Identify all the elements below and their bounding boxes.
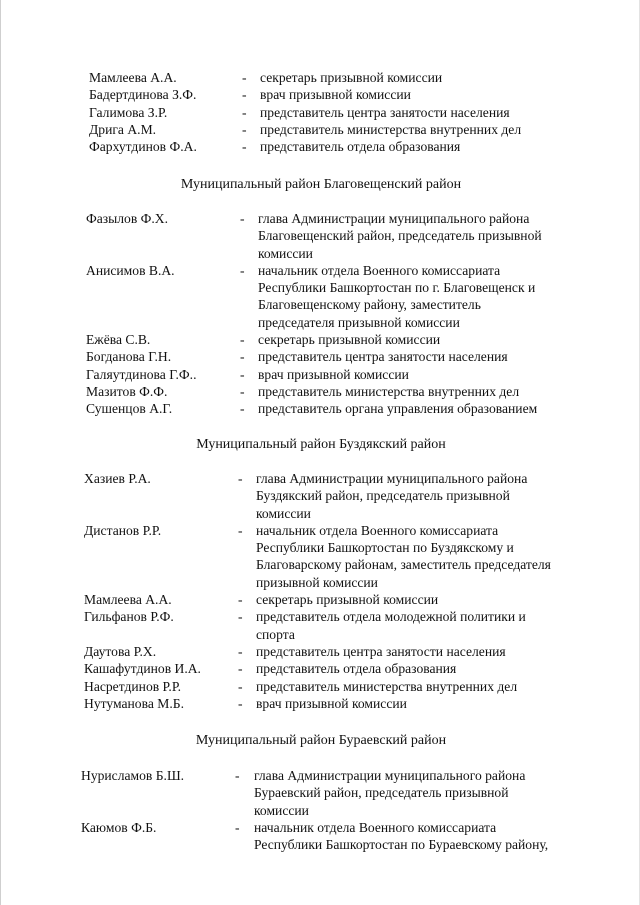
member-entry [1,643,640,660]
dash: - [238,643,243,659]
member-entry [1,210,640,262]
dash: - [242,139,247,155]
member-entry [1,660,640,677]
member-name: Сушенцов А.Г. [86,401,173,417]
commission-members-continued [1,69,640,155]
member-role: глава Администрации муниципального района Бураевский район, председатель призывной комиссии [254,768,526,818]
member-role: представитель отдела молодежной политики и спорта [256,609,526,642]
member-name: Фазылов Ф.Х. [86,211,169,226]
member-name: Богданова Г.Н. [86,349,172,365]
dash: - [238,592,243,608]
member-entry [1,767,640,819]
member-name: Галяутдинова Г.Ф.. [86,366,197,382]
dash: - [242,70,247,85]
member-entry [1,104,640,121]
member-role: представитель отдела образования [256,661,457,677]
dash: - [238,609,243,625]
member-role: врач призывной комиссии [258,366,409,382]
member-role: представитель центра занятости населения [258,349,508,365]
member-name: Даутова Р.Х. [84,643,157,659]
member-name: Ежёва С.В. [86,332,151,348]
member-entry [1,138,640,155]
member-entry [1,400,640,417]
member-entry [1,383,640,400]
member-role: секретарь призывной комиссии [258,332,441,348]
member-entry [1,331,640,348]
member-name: Галимова З.Р. [89,104,168,120]
dash: - [238,522,243,538]
dash: - [235,768,240,783]
member-role: врач призывной комиссии [260,87,411,103]
dash: - [242,104,247,120]
member-entry [1,348,640,365]
dash: - [238,695,243,711]
member-role: начальник отдела Военного комиссариата Республики Башкортостан по г. Благовещенск и Благовещенскому району, заместитель председателя призывной комиссии [258,262,536,330]
member-role: глава Администрации муниципального района Благовещенский район, председатель призывной комиссии [258,211,542,261]
dash: - [240,401,245,417]
dash: - [240,211,245,226]
dash: - [242,87,247,103]
dash: - [238,661,243,677]
dash: - [240,332,245,348]
dash: - [240,262,245,278]
dash: - [240,383,245,399]
member-role: представитель отдела образования [260,139,461,155]
member-name: Насретдинов Р.Р. [84,678,182,694]
member-name: Нутуманова М.Б. [84,695,184,711]
dash: - [238,678,243,694]
member-role: начальник отдела Военного комиссариата Республики Башкортостан по Буздякскому и Благоварскому районам, заместитель председателя призывной комиссии [256,522,551,590]
member-name: Каюмов Ф.Б. [81,819,157,835]
member-entry [1,262,640,331]
member-role: представитель министерства внутренних дел [260,121,522,137]
member-entry [1,121,640,138]
section-members-blagoveshchensky [1,210,640,418]
member-name: Гильфанов Р.Ф. [84,609,174,625]
dash: - [240,349,245,365]
member-entry [1,86,640,103]
member-name: Бадертдинова З.Ф. [89,87,197,103]
member-role: секретарь призывной комиссии [260,70,443,85]
member-entry [1,591,640,608]
member-entry [1,608,640,643]
member-role: представитель центра занятости населения [260,104,510,120]
member-role: секретарь призывной комиссии [256,592,439,608]
dash: - [238,471,243,486]
member-entry [1,470,640,522]
member-role: представитель органа управления образованием [258,401,538,417]
member-entry [1,678,640,695]
dash: - [242,121,247,137]
member-role: начальник отдела Военного комиссариата Республики Башкортостан по Бураевскому району, [254,819,549,853]
member-name: Мазитов Ф.Ф. [86,383,168,399]
member-name: Дистанов Р.Р. [84,522,162,538]
member-role: представитель министерства внутренних дел [258,383,520,399]
section-heading-buraevsky: Муниципальный район Бураевский район [195,733,447,748]
member-role: врач призывной комиссии [256,695,407,711]
member-name: Мамлеева А.А. [84,592,172,608]
member-entry [1,695,640,712]
dash: - [235,819,240,835]
section-members-buraevsky [1,767,640,853]
member-entry [1,69,640,86]
member-name: Анисимов В.А. [86,262,175,278]
member-name: Кашафутдинов И.А. [84,661,201,677]
section-heading-buzdyaksky: Муниципальный район Буздякский район [196,437,446,452]
member-role: представитель центра занятости населения [256,643,506,659]
section-heading-blagoveshchensky: Муниципальный район Благовещенский район [180,177,462,192]
member-entry [1,819,640,854]
dash: - [240,366,245,382]
member-name: Нурисламов Б.Ш. [81,768,185,783]
member-entry [1,522,640,591]
member-name: Хазиев Р.А. [84,471,151,486]
section-members-buzdyaksky [1,470,640,712]
member-name: Фархутдинов Ф.А. [89,139,197,155]
member-role: представитель министерства внутренних дел [256,678,518,694]
member-name: Мамлеева А.А. [89,70,177,85]
member-role: глава Администрации муниципального района Буздякский район, председатель призывной комиссии [256,471,528,521]
member-name: Дрига А.М. [89,121,157,137]
member-entry [1,366,640,383]
